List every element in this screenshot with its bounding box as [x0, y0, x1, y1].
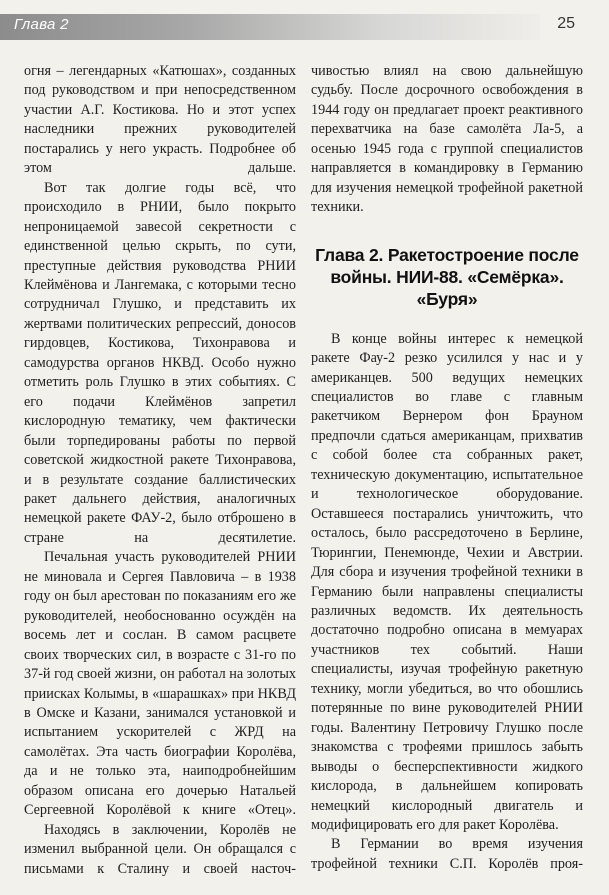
right-column — [311, 62, 583, 874]
chapter-heading-line: «Буря» — [416, 288, 478, 309]
chapter-heading-line: Глава 2. Ракетостроение после — [315, 244, 579, 265]
header-bar — [0, 14, 540, 40]
left-column — [24, 62, 296, 879]
paragraph: В конце войны интерес к немецкой ракете Фау-2 резко усилился у нас и у американцев. 500 ведущих немецких специалистов во главе с главным ракетчиком Вернером фон Брауном предпочли сдаться американцам, прихватив с собой более ста собранных ракет, техническую документацию, испытательное и технологическое оборудование. Оставшееся постарались уничтожить, что осталось, было рассредоточено в Берлине, Тюрингии, Пенемюнде, Чехии и Австрии. Для сбора и изучения трофейной техники в Германию были направлены специалисты различных ведомств. Их деятельность достаточно подробно описана в мемуарах участников тех событий. Наши специалисты, изучая трофейную ракетную технику, могли убедиться, во что обошлись потерянные по вине руководителей РНИИ годы. Валентину Петровичу Глушко после знакомства с трофеями пришлось забыть выводы о бесперспективности жидкого кислорода, в дальнейшем копировать немецкий кислородный двигатель и модифицировать его для ракет Королёва. — [311, 330, 583, 833]
page-number: 25 — [557, 15, 575, 32]
page-header — [0, 0, 609, 42]
paragraph: Вот так долгие годы всё, что происходило в РНИИ, было покрыто непроницаемой завесой секретности с единственной целью скрыть, по сути, преступные действия руководства РНИИ Клеймёнова и Лангемака, с которыми тесно сотрудничал Глушко, и представить их жертвами политических репрессий, доносов гирдовцев, Костикова, Тихонравова и самодурства органов НКВД. Особо нужно отметить роль Глушко в этих событиях. С его подачи Клеймёнов запретил кислородную тематику, чем фактически были торпедированы работы по первой советской жидкостной ракете Тихонравова, и в результате создание баллистических ракет дальнего действия, аналогичных немецкой ракете ФАУ-2, было отброшено в стране на десятилетие. — [24, 179, 296, 546]
paragraph: огня – легендарных «Катюшах», созданных под руководством и при непосредственном участии А.Г. Костикова. Но и этот успех наследники прежних руководителей постарались у него украсть. Подробнее об этом дальше. — [24, 63, 296, 177]
chapter-heading — [311, 244, 583, 310]
chapter-running-title: Глава 2 — [14, 16, 69, 33]
paragraph: В Германии во время изучения трофейной техники С.П. Королёв проя- — [311, 836, 583, 872]
paragraph: Печальная участь руководителей РНИИ не миновала и Сергея Павловича – в 1938 году он был арестован по показаниям его же руководителей, необоснованно осуждён на восемь лет и сослан. В самом расцвете своих творческих сил, в возрасте с 31-го по 37-й год своей жизни, он работал на золотых приисках Колымы, в «шарашках» при НКВД в Омске и Казани, занимался установкой и испытанием ускорителей с ЖРД на самолётах. Эта часть биографии Королёва, да и не только эта, наиподробнейшим образом описана его дочерью Натальей Сергеевной Королёвой к книге «Отец». — [24, 549, 296, 819]
paragraph: чивостью влиял на свою дальнейшую судьбу. После досрочного освобождения в 1944 году он предлагает проект реактивного перехватчика на базе самолёта Ла-5, а осенью 1945 года с группой специалистов направляется в командировку в Германию для изучения немецкой трофейной ракетной техники. — [311, 63, 583, 216]
chapter-heading-line: войны. НИИ-88. «Семёрка». — [330, 266, 564, 287]
paragraph: Находясь в заключении, Королёв не изменил выбранной цели. Он обращался с письмами к Сталину и своей насточ- — [24, 821, 296, 877]
